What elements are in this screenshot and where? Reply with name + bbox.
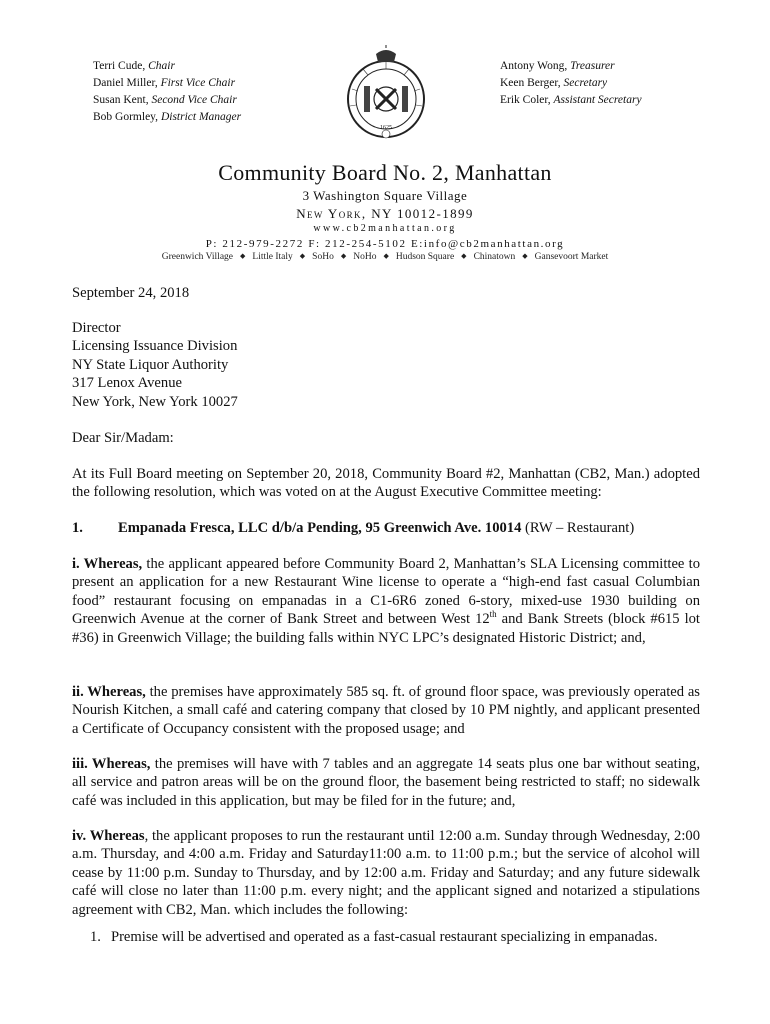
diamond-separator-icon: ◆ bbox=[240, 252, 246, 260]
org-name: Community Board No. 2, Manhattan bbox=[218, 160, 552, 185]
whereas-lead: i. Whereas, bbox=[72, 556, 143, 572]
whereas-paragraph-4: iv. Whereas, the applicant proposes to run the restaurant until 12:00 a.m. Sunday through Wednesday, 2:00 a.m. Thursday, and 4:00 a.m. Friday and Saturday11:00 a.m. to 11:00 p.m.; but the service of alcohol will cease by 11:00 p.m. Sunday to Thursday, and by 12:00 a.m. Friday and Saturday; and any future sidewalk café will close no later than 11:00 p.m. every night; and the applicant signed and notarized a stipulations agreement with CB2, Man. which includes the following: bbox=[72, 828, 700, 918]
fax-number: 212-254-5102 bbox=[325, 238, 407, 250]
officer-chair: Terri Cude, Chair bbox=[93, 60, 175, 72]
whereas-lead: iv. Whereas bbox=[72, 828, 145, 844]
intro-paragraph: At its Full Board meeting on September 20, 2018, Community Board #2, Manhattan (CB2, Man.) adopted the following resolution, which was voted on at the August Executive Committee meeting: bbox=[72, 466, 700, 501]
address-line: Licensing Issuance Division bbox=[72, 338, 238, 355]
neighborhood-item: Greenwich Village bbox=[161, 252, 234, 262]
neighborhood-item: Little Italy bbox=[252, 252, 293, 262]
address-line: Director bbox=[72, 320, 121, 336]
neighborhood-item: Chinatown bbox=[473, 252, 516, 262]
item-title: Empanada Fresca, LLC d/b/a Pending, 95 Greenwich Ave. 10014 bbox=[118, 520, 522, 536]
org-street: 3 Washington Square Village bbox=[302, 188, 468, 203]
stipulation-number: 1. bbox=[90, 929, 101, 945]
fax-label: F: bbox=[308, 238, 321, 250]
stipulation-item bbox=[90, 928, 700, 946]
address-line: 317 Lenox Avenue bbox=[72, 375, 182, 392]
diamond-separator-icon: ◆ bbox=[522, 252, 528, 260]
diamond-separator-icon: ◆ bbox=[340, 252, 347, 260]
seal-year: 1625 bbox=[380, 125, 392, 131]
whereas-paragraph-1: i. Whereas, the applicant appeared before Community Board 2, Manhattan’s SLA Licensing committee to present an application for a new Restaurant Wine license to operate a “high-end fast casual Columbian food” restaurant focusing on empanadas in a C1-6R6 zoned 6-story, mixed-use 1930 building on Greenwich Avenue at the corner of Bank Street and between West 12th and Bank Streets (block #615 lot #36) in Greenwich Village; the building falls within NYC LPC’s designated Historic District; and, bbox=[72, 556, 700, 646]
officer-second-vice-chair: Susan Kent, Second Vice Chair bbox=[93, 94, 237, 106]
officer-district-manager: Bob Gormley, District Manager bbox=[93, 111, 242, 123]
left-officers-list bbox=[93, 58, 241, 126]
letter-date: September 24, 2018 bbox=[72, 285, 190, 301]
officer-first-vice-chair: Daniel Miller, First Vice Chair bbox=[93, 77, 236, 89]
neighborhood-item: SoHo bbox=[312, 252, 334, 262]
recipient-address bbox=[72, 319, 700, 411]
neighborhood-item: NoHo bbox=[353, 252, 377, 262]
officer-secretary: Keen Berger, Secretary bbox=[500, 77, 608, 89]
stipulation-text: Premise will be advertised and operated as a fast-casual restaurant specializing in empanadas. bbox=[110, 929, 658, 945]
phone-label: P: bbox=[205, 238, 219, 250]
neighborhood-item: Gansevoort Market bbox=[534, 252, 609, 262]
phone-number: 212-979-2272 bbox=[222, 238, 304, 250]
whereas-paragraph-3: iii. Whereas, the premises will have with 7 tables and an aggregate 14 seats plus one bar without seating, all service and patron areas will be on the ground floor, the basement being restricted to staff; no sidewalk café was included in this application, but may be filed for in the future; and, bbox=[72, 756, 700, 809]
address-line: New York, New York 10027 bbox=[72, 393, 238, 410]
org-website: www.cb2manhattan.org bbox=[313, 223, 457, 234]
item-license-type: (RW – Restaurant) bbox=[521, 520, 635, 536]
salutation: Dear Sir/Madam: bbox=[72, 430, 174, 446]
diamond-separator-icon: ◆ bbox=[299, 252, 306, 260]
nyc-seal-icon bbox=[336, 44, 436, 144]
neighborhood-item: Hudson Square bbox=[395, 252, 455, 262]
officer-assistant-secretary: Erik Coler, Assistant Secretary bbox=[500, 94, 642, 106]
diamond-separator-icon: ◆ bbox=[383, 252, 389, 260]
whereas-lead: iii. Whereas, bbox=[72, 756, 151, 772]
org-contact-line bbox=[0, 238, 770, 250]
email-address: info@cb2manhattan.org bbox=[423, 238, 565, 250]
org-city: New York, NY 10012-1899 bbox=[296, 206, 474, 221]
whereas-lead: ii. Whereas, bbox=[72, 684, 146, 700]
right-officers-list bbox=[500, 58, 642, 109]
address-line: NY State Liquor Authority bbox=[72, 356, 229, 373]
whereas-paragraph-2: ii. Whereas, the premises have approximately 585 sq. ft. of ground floor space, was previously operated as Nourish Kitchen, a small café and catering company that closed by 10 PM nightly, and applicant presented a Certificate of Occupancy consistent with the proposed usage; and bbox=[72, 684, 700, 737]
neighborhoods-list bbox=[0, 252, 770, 262]
email-label: E: bbox=[410, 238, 424, 250]
resolution-item-heading bbox=[72, 519, 700, 537]
item-number: 1. bbox=[72, 520, 83, 536]
officer-treasurer: Antony Wong, Treasurer bbox=[500, 60, 615, 72]
diamond-separator-icon: ◆ bbox=[461, 252, 467, 260]
